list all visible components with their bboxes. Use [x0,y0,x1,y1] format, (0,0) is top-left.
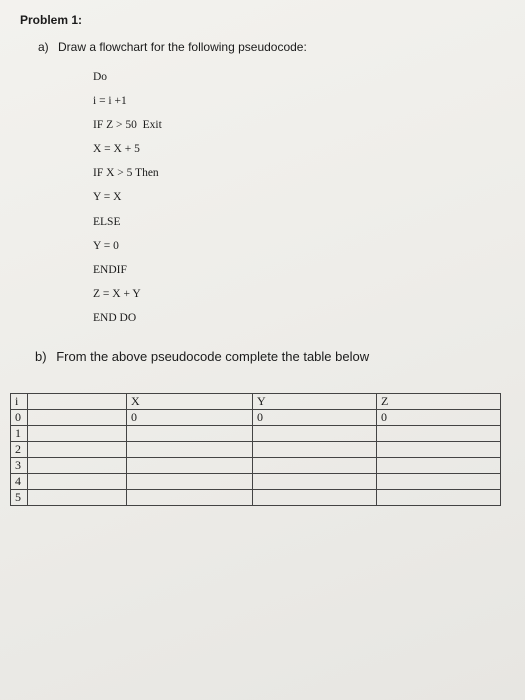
cell-x[interactable] [127,426,253,442]
problem-title: Problem 1: [20,13,83,27]
cell-x[interactable] [127,442,253,458]
cell-x[interactable]: 0 [127,410,253,426]
cell-y[interactable] [253,426,377,442]
cell-y[interactable] [253,442,377,458]
pseudocode-line: IF Z > 50 Exit [93,119,162,132]
cell-i[interactable]: 4 [11,474,127,490]
pseudocode-line: i = i +1 [93,95,127,108]
part-b-prompt [35,349,369,364]
cell-y[interactable] [253,490,377,506]
header-y: Y [253,394,377,410]
table-row [11,458,501,474]
part-b-label: b) [35,349,47,364]
cell-z[interactable] [377,426,501,442]
pseudocode-line: Z = X + Y [93,287,141,300]
cell-i[interactable]: 0 [11,410,127,426]
pseudocode-block [93,65,162,330]
pseudocode-line: ENDIF [93,263,127,276]
cell-z[interactable] [377,442,501,458]
pseudocode-line: ELSE [93,215,121,228]
table-row [11,490,501,506]
cell-i[interactable]: 5 [11,490,127,506]
cell-i[interactable]: 2 [11,442,127,458]
header-x: X [127,394,253,410]
cell-y[interactable] [253,458,377,474]
table-row [11,410,501,426]
cell-i[interactable]: 3 [11,458,127,474]
cell-x[interactable] [127,474,253,490]
pseudocode-line: X = X + 5 [93,143,140,156]
trace-table [10,393,501,506]
table-row [11,426,501,442]
header-z: Z [377,394,501,410]
table-row [11,474,501,490]
cell-y[interactable] [253,474,377,490]
cell-i[interactable]: 1 [11,426,127,442]
part-a-text: Draw a flowchart for the following pseudocode: [58,40,307,54]
cell-z[interactable] [377,474,501,490]
pseudocode-line: Y = X [93,191,122,204]
cell-z[interactable] [377,458,501,474]
part-b-text: From the above pseudocode complete the table below [56,349,370,364]
cell-x[interactable] [127,490,253,506]
table-row [11,442,501,458]
pseudocode-line: Y = 0 [93,239,119,252]
cell-z[interactable] [377,490,501,506]
header-i: i [11,394,127,410]
pseudocode-line: END DO [93,311,137,324]
cell-z[interactable]: 0 [377,410,501,426]
table-header-row [11,394,501,410]
part-a-prompt [38,40,307,54]
cell-x[interactable] [127,458,253,474]
part-a-label: a) [38,40,49,54]
cell-y[interactable]: 0 [253,410,377,426]
pseudocode-line: IF X > 5 Then [93,167,159,180]
pseudocode-line: Do [93,71,108,83]
